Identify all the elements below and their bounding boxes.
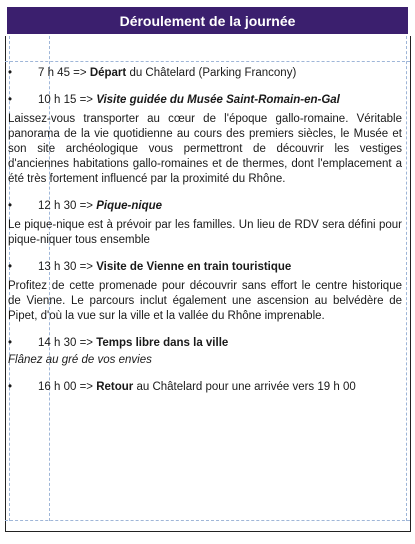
schedule-time: 16 h 00 =>	[38, 381, 93, 393]
schedule-item-musee	[8, 93, 402, 108]
bullet-icon: •	[8, 381, 13, 393]
schedule-description: Le pique-nique est à prévoir par les familles. Un lieu de RDV sera défini pour pique-niquer tous ensemble	[8, 219, 402, 246]
schedule-title: Visite guidée du Musée Saint-Romain-en-Gal	[96, 94, 340, 106]
schedule-time: 14 h 30 =>	[38, 337, 93, 349]
schedule-item-retour	[8, 380, 402, 395]
schedule-description: Profitez de cette promenade pour découvrir sans effort le centre historique de Vienne. Le parcours inclut également une ascension au belvédère de Pipet, d'où la vue sur la ville et la vallée du Rhône imprenable.	[8, 280, 402, 322]
layout-guide-top	[5, 61, 410, 62]
bullet-icon: •	[8, 261, 13, 273]
schedule-title: Visite de Vienne en train touristique	[96, 261, 292, 273]
schedule-item-train	[8, 260, 402, 275]
schedule-item-depart	[8, 66, 402, 81]
layout-guide-bottom	[5, 520, 410, 521]
bullet-icon: •	[8, 200, 13, 212]
page-title: Déroulement de la journée	[119, 12, 296, 29]
schedule-note: Flânez au gré de vos envies	[8, 354, 152, 366]
schedule-title: Retour	[96, 381, 134, 393]
bullet-icon: •	[8, 337, 13, 349]
schedule-description: Laissez-vous transporter au cœur de l'époque gallo-romaine. Véritable panorama de la vie quotidienne au cours des premiers siècles, le Musée et son site archéologique vous permettront de découvrir les vestiges d'anciennes habitations gallo-romaines et de thermes, dont l'emplacement a été très fortement influencé par la proximité du Rhône.	[8, 113, 402, 185]
bullet-icon: •	[8, 67, 13, 79]
schedule-time: 7 h 45 =>	[38, 67, 87, 79]
schedule-time: 12 h 30 =>	[38, 200, 93, 212]
bullet-icon: •	[8, 94, 13, 106]
schedule-title: Pique-nique	[96, 200, 163, 212]
schedule-time: 10 h 15 =>	[38, 94, 93, 106]
schedule-item-temps-libre	[8, 336, 402, 351]
schedule-title: Temps libre dans la ville	[96, 337, 229, 349]
schedule-detail: au Châtelard pour une arrivée vers 19 h 00	[133, 381, 356, 393]
schedule-item-pique-nique	[8, 199, 402, 214]
schedule-title: Départ	[89, 67, 127, 79]
page-title-banner	[7, 7, 408, 34]
layout-guide-right	[406, 36, 407, 521]
schedule	[8, 66, 402, 395]
schedule-time: 13 h 30 =>	[38, 261, 93, 273]
schedule-detail: du Châtelard (Parking Francony)	[126, 67, 297, 79]
